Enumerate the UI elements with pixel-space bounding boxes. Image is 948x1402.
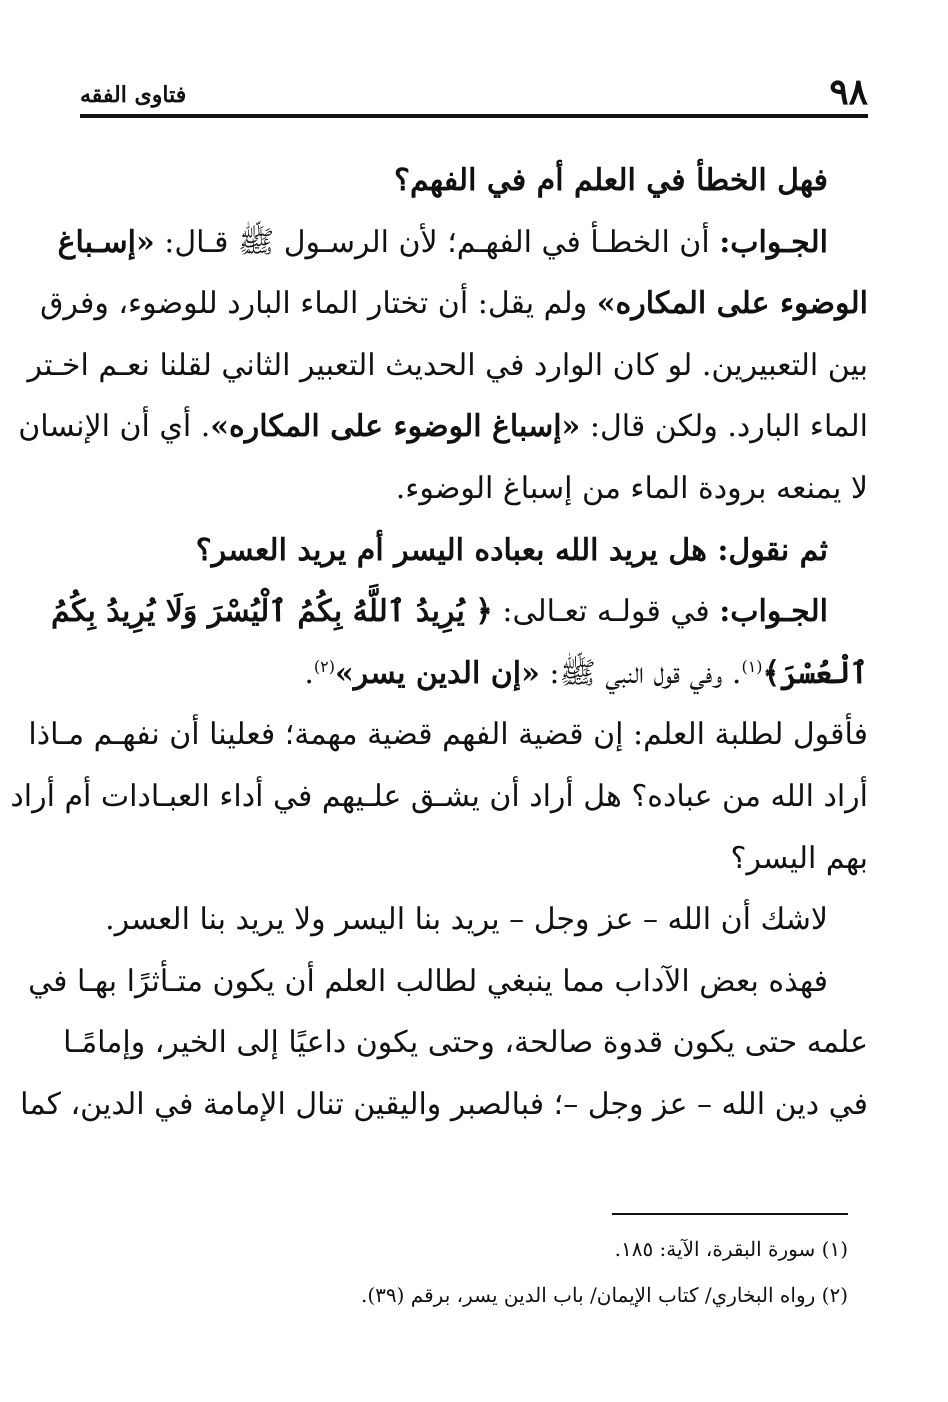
running-title: فتاوى الفقه bbox=[80, 82, 187, 108]
question-line: فهل الخطأ في العلم أم في الفهم؟ bbox=[394, 163, 828, 198]
text-line: بين التعبيرين. لو كان الوارد في الحديث التعبير الثاني لقلنا نعـم اخـتر bbox=[27, 347, 868, 383]
text-line: علمه حتى يكون قدوة صالحة، وحتى يكون داعيًا إلى الخير، وإمامًـا bbox=[63, 1025, 868, 1061]
question-line: ثم نقول: هل يريد الله بعباده اليسر أم يريد العسر؟ bbox=[195, 532, 828, 568]
quran-verse: ﴿ يُرِيدُ ٱللَّهُ بِكُمُ ٱلْيُسْرَ وَلَا يُرِيدُ بِكُمُ bbox=[50, 594, 493, 630]
footnote-1: (١) سورة البقرة، الآية: ١٨٥. bbox=[614, 1237, 848, 1261]
text-line: في دين الله – عز وجل –؛ فبالصبر واليقين تنال الإمامة في الدين، كما bbox=[20, 1086, 868, 1122]
text-line: ٱلْعُسْرَ﴾$^{(١)}$. وفي قول النبي ﷺ: «إن الدين يسر»$^{(٢)}$. bbox=[304, 655, 868, 691]
text-line: لاشك أن الله – عز وجل – يريد بنا اليسر ولا يريد بنا العسر. bbox=[105, 902, 828, 938]
footnote-separator bbox=[612, 1213, 848, 1215]
footnote-2: (٢) رواه البخاري/ كتاب الإيمان/ باب الدين يسر، برقم (٣٩). bbox=[360, 1283, 848, 1307]
header-rule bbox=[80, 114, 868, 118]
text-line: فأقول لطلبة العلم: إن قضية الفهم قضية مهمة؛ فعلينا أن نفهـم مـاذا bbox=[28, 717, 868, 753]
text-line: الجـواب: أن الخطـأ في الفهـم؛ لأن الرسـول ﷺ قـال: «إسـباغ bbox=[57, 224, 828, 260]
text-line: أراد الله من عباده؟ هل أراد أن يشـق علـيهم في أداء العبـادات أم أراد bbox=[10, 778, 868, 814]
text-line: لا يمنعه برودة الماء من إسباغ الوضوء. bbox=[395, 470, 868, 506]
footnotes bbox=[80, 1226, 848, 1318]
hadith-quote: «إن الدين يسر» bbox=[335, 655, 540, 691]
body-text bbox=[10, 150, 868, 1136]
text-line: الماء البارد. ولكن قال: «إسباغ الوضوء على المكاره». أي أن الإنسان bbox=[18, 409, 868, 445]
footnote-ref-2: (٢) bbox=[313, 656, 336, 676]
page-header bbox=[80, 66, 868, 113]
page-number: ٩٨ bbox=[829, 71, 868, 113]
text-line: الوضوء على المكاره» ولم يقل: أن تختار الماء البارد للوضوء، وفرق bbox=[40, 286, 868, 322]
text-line: بهم اليسر؟ bbox=[730, 840, 868, 876]
footnote-ref-1: (١) bbox=[741, 656, 763, 676]
text-line: فهذه بعض الآداب مما ينبغي لطالب العلم أن يكون متـأثرًا بهـا في bbox=[28, 963, 828, 999]
text-line: الجـواب: في قولـه تعـالى: ﴿ يُرِيدُ ٱللَّهُ بِكُمُ ٱلْيُسْرَ وَلَا يُرِيدُ بِكُمُ bbox=[50, 594, 828, 630]
